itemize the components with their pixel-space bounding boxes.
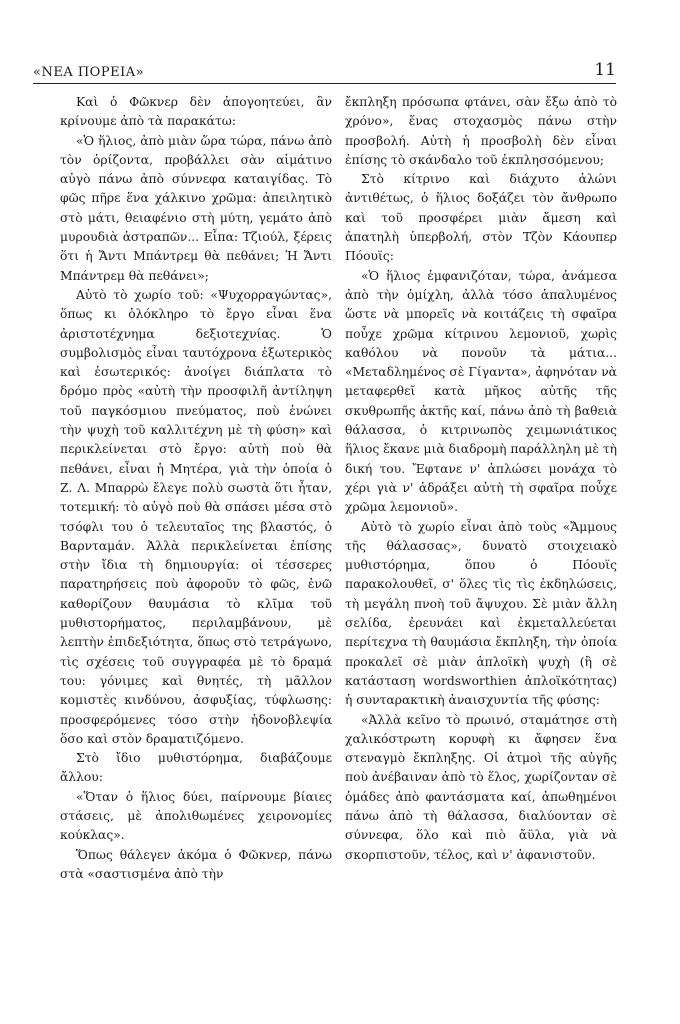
paragraph: «Ὁ ἥλιος, ἀπὸ μιὰν ὥρα τώρα, πάνω ἀπὸ τὸν ὁρίζοντα, προβάλλει σὰν αἱμάτινο αὐγὸ πάνω ἀπὸ σύννεφα καταιγίδας. Τὸ φῶς πῆρε ἕνα χάλκινο χρῶμα: ἀπειλητικὸ στὸ μάτι, θειαφένιο στὴ μύτη, γεμάτο ἀπὸ μυρουδιὰ ἀστραπῶν... Εἶπα: Τζιούλ, ξέρεις ὅτι ἡ Ἄντι Μπάντρεμ θὰ πεθάνει; Ἡ Ἄντι Μπάντρεμ θὰ πεθάνει»;: [60, 133, 332, 283]
paragraph: Αὐτὸ τὸ χωρίο τοῦ: «Ψυχορραγώντας», ὅπως κι ὁλόκληρο τὸ ἔργο εἶναι ἕνα ἀριστοτέχνημα δεξιοτεχνίας. Ὁ συμβολισμὸς εἶναι ταυτόχρονα ἐξωτερικὸς καὶ ἐσωτερικός: ἀνοίγει διάπλατα τὸ δρόμο πρὸς «αὐτὴ τὴν προσφιλῆ ἀντίληψη τοῦ παγκόσμιου πνεύματος, ποὺ ἑνώνει τὴν ψυχὴ τοῦ καλλιτέχνη μὲ τὴ φύση» καὶ περικλείνεται στὸ ἔργο: αὐτὴ ποὺ θὰ πεθάνει, εἶναι ἡ Μητέρα, γιὰ τὴν ὁποία ὁ Ζ. Λ. Μπαρρὼ ἔλεγε πολὺ σωστὰ ὅτι ἦταν, τοτεμική: τὸ αὐγὸ ποὺ θὰ σπάσει μέσα στὸ τσόφλι του ὁ τελευταῖος της βλαστός, ὁ Βαρνταμάν. Ἀλλὰ περικλείνεται ἐπίσης στὴν ἴδια τὴ δημιουργία: οἱ τέσσερες παρατηρήσεις ποὺ ἀφοροῦν τὸ φῶς, ἐνῶ καθορίζουν θαυμάσια τὸ κλῖμα τοῦ μυθιστορήματος, περιλαμβάνουν, μὲ λεπτὴν ἐπιδεξιότητα, ὅπως στὸ τετράγωνο, τὶς σχέσεις τοῦ συγγραφέα μὲ τὸ δραμά του: γόνιμες καὶ θνητές, τὴ μᾶλλον κομιστὲς κινδύνου, ἀσφυξίας, τύφλωσης: προσφερόμενες τόσο στὴν ἡδονοβλεψία ὅσο καὶ στὸν δραματιζόμενο.: [60, 287, 332, 746]
paragraph: «Ὁ ἥλιος ἐμφανιζόταν, τώρα, ἀνάμεσα ἀπὸ τὴν ὁμίχλη, ἀλλὰ τόσο ἁπαλυμένος ὥστε νὰ μπορεῖς νὰ κοιτάζεις τὴ σφαῖρα ποὖχε χρῶμα κίτρινου λεμονιοῦ, χωρὶς καθόλου νὰ πονοῦν τὰ μάτια... «Μεταδλημένος σὲ Γίγαντα», ἀφηνόταν νὰ μεταφερθεῖ κατὰ μῆκος αὐτῆς τῆς σκυθρωπῆς ἀκτῆς καί, πάνω ἀπὸ τὴ βαθειὰ θάλασσα, ὁ κιτρινωπὸς χειμωνιάτικος ἥλιος ἔκανε μιὰ διαδρομὴ παράλληλη μὲ τὴ δική του. Ἔφτανε ν' ἁπλώσει μονάχα τὸ χέρι γιὰ ν' ἁδράξει αὐτὴ τὴ σφαῖρα ποὖχε χρῶμα λεμονιοῦ».: [345, 268, 617, 515]
paragraph: «Ἀλλὰ κεῖνο τὸ πρωινό, σταμάτησε στὴ χαλικόστρωτη κορυφὴ κι ἄφησεν ἕνα στεναγμὸ ἔκπληξης. Οἱ ἀτμοὶ τῆς αὐγῆς ποὺ ἀνέβαιναν ἀπὸ τὸ ἕλος, χωρίζονταν σὲ ὁμάδες ἀπὸ φαντάσματα καί, ἀπωθημένοι πάνω ἀπὸ τὴ θάλασσα, διαλύονταν σὲ σύννεφα, ὅλο καὶ πιὸ ἄϋλα, γιὰ νὰ σκορπιστοῦν, τέλος, καὶ ν' ἀφανιστοῦν.: [345, 712, 617, 862]
paragraph: ἔκπληξη πρόσωπα φτάνει, σὰν ἔξω ἀπὸ τὸ χρόνο», ἕνας στοχασμὸς πάνω στὴν προσβολή. Αὐτὴ ἡ προσβολὴ δὲν εἶναι ἐπίσης τὸ σκάνδαλο τοῦ ἐκπλησσόμενου;: [345, 95, 617, 167]
running-header: [33, 58, 616, 80]
left-column: [60, 93, 332, 884]
header-rule: [33, 83, 616, 84]
page-number: 11: [594, 60, 616, 80]
paragraph: Καὶ ὁ Φῶκνερ δὲν ἀπογοητεύει, ἂν κρίνουμε ἀπὸ τὰ παρακάτω:: [60, 95, 332, 129]
paragraph: Ὅπως θάλεγεν ἀκόμα ὁ Φῶκνερ, πάνω στὰ «σαστισμένα ἀπὸ τὴν: [60, 847, 332, 881]
paragraph: «Ὅταν ὁ ἥλιος δύει, παίρνουμε βίαιες στάσεις, μὲ ἀπολιθωμένες χειρονομίες κούκλας».: [60, 789, 332, 843]
right-column: [345, 93, 617, 865]
paragraph: Στὸ ἴδιο μυθιστόρημα, διαβάζουμε ἄλλου:: [60, 751, 332, 785]
journal-title: «ΝΕΑ ΠΟΡΕΙΑ»: [33, 65, 145, 80]
paragraph: Αὐτὸ τὸ χωρίο εἶναι ἀπὸ τοὺς «Ἄμμους τῆς θάλασσας», δυνατὸ στοιχειακὸ μυθιστόρημα, ὅπου ὁ Πόουϊς παρακολουθεῖ, σ' ὅλες τὶς τὶς ἐκδηλώσεις, τὴ μεγάλη πνοὴ τοῦ ἄψυχου. Σὲ μιὰν ἄλλη σελίδα, ἐρευνάει καὶ ἐκμεταλλεύεται περίτεχνα τὴ θαυμάσια ἔκπληξη, τὴν ὁποία προκαλεῖ σὲ μιὰν ἁπλοϊκὴ ψυχὴ (ἢ σὲ κατάσταση wordsworthien ἁπλοϊκότητας) ἡ συνταρακτικὴ ἀναισχυντία τῆς φύσης:: [345, 519, 617, 708]
paragraph: Στὸ κίτρινο καὶ διάχυτο ἁλώνι ἀντιθέτως, ὁ ἥλιος δοξάζει τὸν ἄνθρωπο καὶ τοῦ προσφέρει μιὰν ἄμεση καὶ ἀπατηλὴ ὑπερβολή, στὸν Τζὸν Κάουπερ Πόουϊς:: [345, 172, 617, 264]
